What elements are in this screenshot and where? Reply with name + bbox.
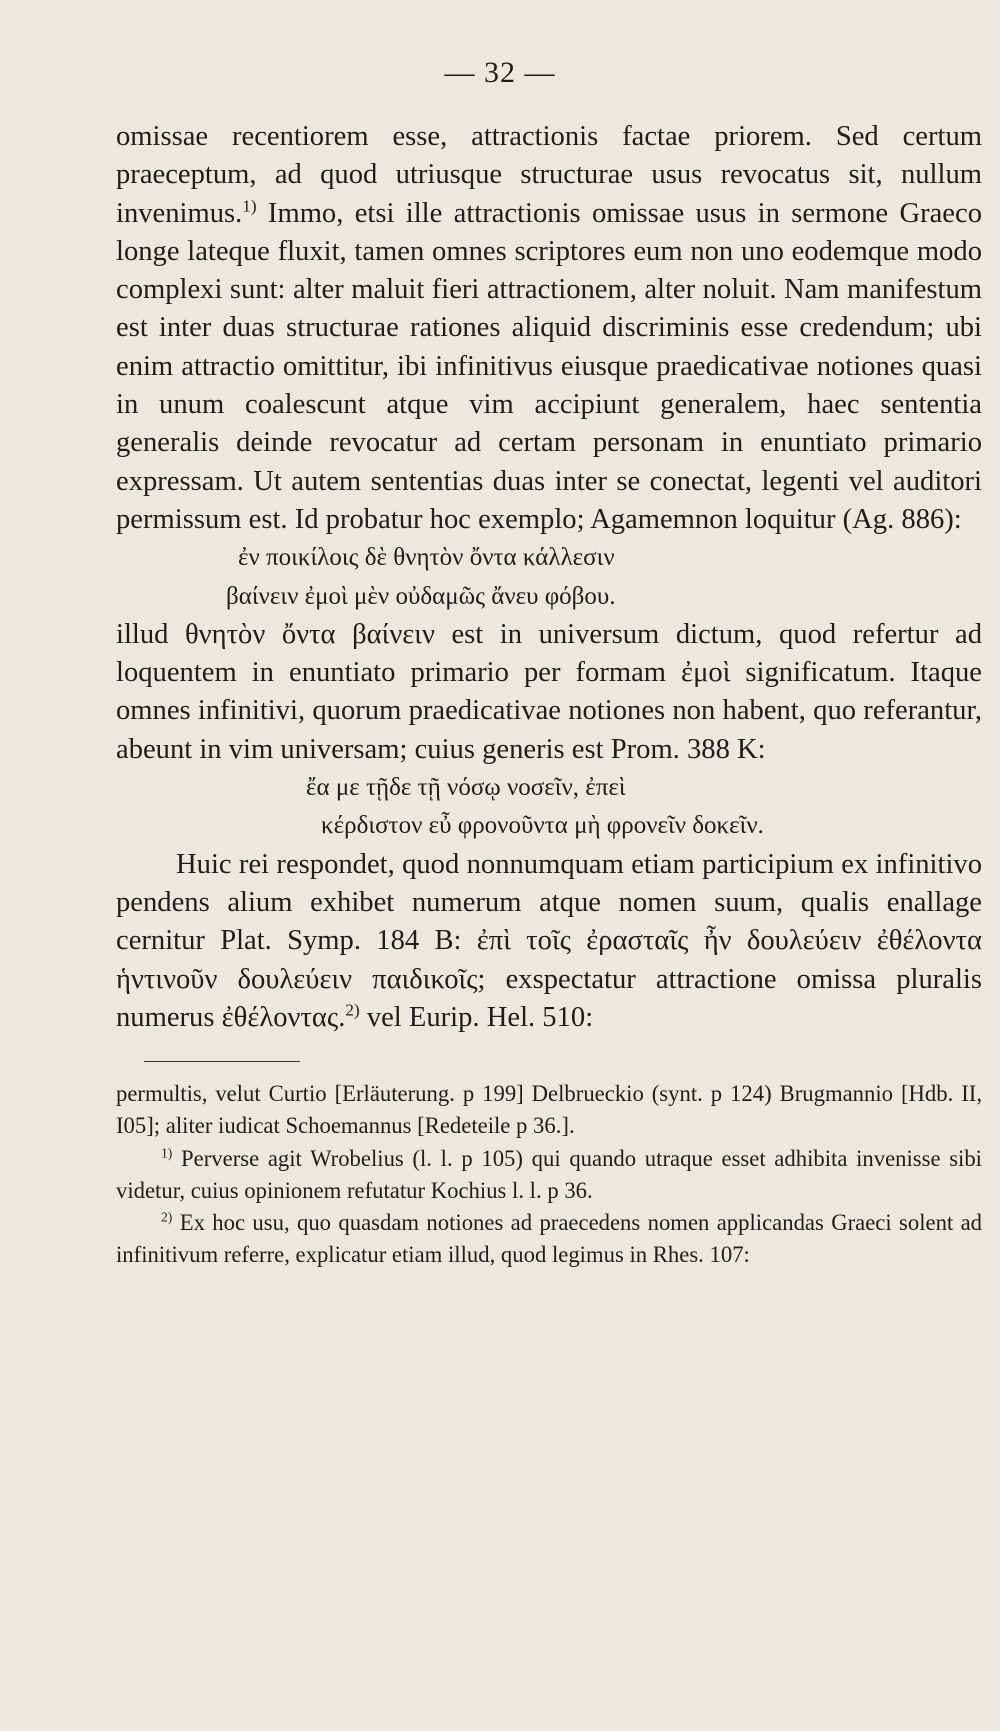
paragraph-1-continued: Immo, etsi ille attractionis omissae usus in sermone Graeco longe lateque fluxit, tamen omnes scriptores eum non uno eodemque modo complexi sunt: alter maluit fieri attractionem, alter noluit. Nam manifestum est inter duas structurae rationes aliquid discriminis esse credendum; ubi enim attractio omittitur, ibi infinitivus eiusque praedicativae notiones quasi in unum coalescunt atque vim accipiunt generalem, haec sententia generalis deinde revocatur ad certam personam in enuntiato primario expressam. Ut autem sententias duas inter se conectat, legenti vel auditori permissum est. Id probatur hoc exemplo; Agamemnon loquitur (Ag. 886): [116,197,982,535]
footnote-2-text: Ex hoc usu, quo quasdam notiones ad praecedens nomen applicandas Graeci solent ad infinitivum referre, explicatur etiam illud, quod legimus in Rhes. 107: [116,1209,982,1268]
paragraph-3-continued: vel Eurip. Hel. 510: [359,1001,594,1033]
paragraph-1 [116,118,982,539]
paragraph-1-text: omissae recentiorem esse, attractionis factae priorem. Sed certum praeceptum, ad quod utriusque structurae usus revocatus sit, nullum invenimus. [116,121,982,229]
paragraph-3 [116,846,982,1037]
footnote-ref-2: 2) [345,1000,360,1020]
footnote-separator [144,1061,300,1062]
greek-quote-1 [116,539,982,616]
paragraph-2: illud θνητὸν ὄντα βαίνειν est in universum dictum, quod refertur ad loquentem in enuntiato primario per formam ἐμοὶ significatum. Itaque omnes infinitivi, quorum praedicativae notiones non habent, quo referantur, abeunt in vim universam; cuius generis est Prom. 388 K: [116,618,982,765]
greek-quote-2 [116,769,982,846]
page-number: — 32 — [444,56,556,89]
footnote-1-text: Perverse agit Wrobelius (l. l. p 105) qui quando utraque esset adhibita invenisse sibi videtur, cuius opinionem refutatur Kochius l. l. p 36. [116,1145,982,1203]
footnote-1-mark: 1) [161,1144,173,1160]
greek-quote-1-line-2: βαίνειν ἐμοὶ μὲν οὐδαμῶς ἄνευ φόβου. [226,582,616,610]
footnote-2 [116,1207,982,1271]
paragraph-3-text: Huic rei respondet, quod nonnumquam etiam participium ex infinitivo pendens alium exhibet numerum atque nomen suum, qualis enallage cernitur Plat. Symp. 184 B: ἐπὶ τοῖς ἐρασταῖς ἦν δουλεύειν ἐθέλοντα ἡντινοῦν δουλεύειν παιδικοῖς; exspectatur attractione omissa pluralis numerus ἐθέλοντας. [116,848,982,1033]
greek-quote-2-line-2: κέρδιστον εὖ φρονοῦντα μὴ φρονεῖν δοκεῖν. [321,812,764,840]
main-text [116,118,982,1271]
greek-quote-1-line-1: ἐν ποικίλοις δὲ θνητὸν ὄντα κάλλεσιν [238,544,615,572]
footnotes [116,1078,982,1271]
greek-quote-2-line-1: ἔα με τῇδε τῇ νόσῳ νοσεῖν, ἐπεὶ [306,774,626,802]
footnote-1 [116,1143,982,1207]
footnote-2-mark: 2) [161,1209,173,1225]
footnote-continuation: permultis, velut Curtio [Erläuterung. p 199] Delbrueckio (synt. p 124) Brugmannio [Hdb. II, I05]; aliter iudicat Schoemannus [Redeteile p 36.]. [116,1081,982,1139]
footnote-ref-1: 1) [242,196,257,216]
